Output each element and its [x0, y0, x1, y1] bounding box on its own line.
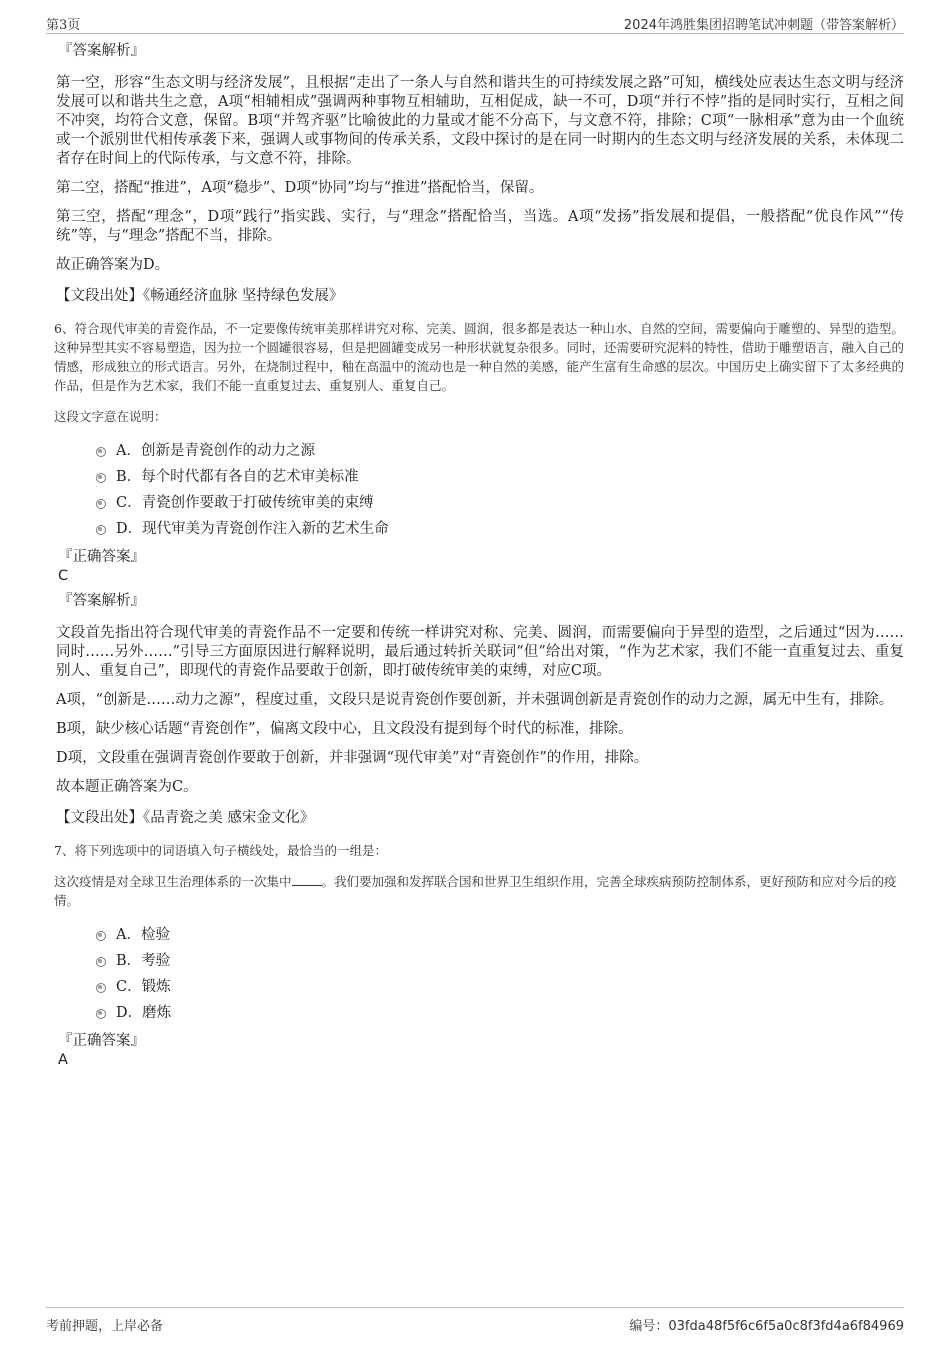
q7-sentence-before: 这次疫情是对全球卫生治理体系的一次集中 — [54, 874, 292, 889]
option-label: B．每个时代都有各自的艺术审美标准 — [116, 469, 359, 485]
q7-option-b[interactable] — [96, 948, 904, 974]
option-label: A．检验 — [116, 927, 170, 943]
q5-analysis-label: 『答案解析』 — [58, 43, 145, 59]
q7-option-d[interactable] — [96, 1000, 904, 1026]
q6-analysis-paragraph: 文段首先指出符合现代审美的青瓷作品不一定要和传统一样讲究对称、完美、圆润，而需要偏向于异型的造型，之后通过“因为……同时……另外……”引导三方面原因进行解释说明，最后通过转折关联词“但”给出对策，“作为艺术家，我们不能一直重复过去、重复别人、重复自己”，即现代的青瓷作品要敢于创新，即打破传统审美的束缚，对应C项。 — [56, 625, 904, 679]
option-label: C．锻炼 — [116, 979, 171, 995]
q7-sentence — [54, 872, 904, 910]
q7-sentence-after: 。我们要加强和发挥联合国和世界卫生组织作用，完善全球疾病预防控制体系，更好预防和应对今后的疫情。 — [54, 874, 897, 908]
q7-correct-label: 『正确答案』 — [58, 1033, 145, 1049]
q6-analysis-paragraph: 故本题正确答案为C。 — [56, 779, 198, 795]
fill-blank — [292, 874, 322, 886]
q7-option-c[interactable] — [96, 974, 904, 1000]
radio-icon[interactable] — [96, 499, 106, 509]
radio-icon[interactable] — [96, 1009, 106, 1019]
q5-analysis-paragraph: 第二空，搭配“推进”，A项“稳步”、D项“协同”均与“推进”搭配恰当，保留。 — [56, 180, 544, 196]
q5-analysis-paragraph: 第一空，形容“生态文明与经济发展”，且根据“走出了一条人与自然和谐共生的可持续发展之路”可知，横线处应表达生态文明与经济发展可以和谐共生之意，A项“相辅相成”强调两种事物互相辅助，互相促成，缺一不可，D项“并行不悖”指的是同时实行，互相之间不冲突，均符合文意，保留。B项“并驾齐驱”比喻彼此的力量或才能不分高下，与文意不符，排除；C项“一脉相承”意为由一个血统或一个派别世代相传承袭下来，强调人或事物间的传承关系，文段中探讨的是在同一时期内的生态文明与经济发展的关系，未体现二者存在时间上的代际传承，与文意不符，排除。 — [56, 75, 904, 167]
option-label: B．考验 — [116, 953, 171, 969]
option-label: D．现代审美为青瓷创作注入新的艺术生命 — [116, 521, 389, 537]
q6-prompt: 这段文字意在说明： — [54, 409, 167, 424]
page-footer — [46, 1307, 904, 1333]
q7-correct-answer: A — [58, 1052, 68, 1068]
radio-icon[interactable] — [96, 931, 106, 941]
footer-slogan: 考前押题，上岸必备 — [46, 1319, 164, 1334]
q6-option-d[interactable] — [96, 516, 904, 542]
q7-option-a[interactable] — [96, 922, 904, 948]
q6-option-b[interactable] — [96, 464, 904, 490]
q6-correct-label: 『正确答案』 — [58, 549, 145, 565]
radio-icon[interactable] — [96, 473, 106, 483]
q6-analysis-paragraph: B项，缺少核心话题“青瓷创作”，偏离文段中心，且文段没有提到每个时代的标准，排除。 — [56, 721, 633, 737]
q5-source: 【文段出处】《畅通经济血脉 坚持绿色发展》 — [56, 288, 344, 304]
q6-options — [96, 438, 904, 542]
page-content — [56, 40, 904, 1070]
q6-source: 【文段出处】《品青瓷之美 感宋金文化》 — [56, 810, 315, 826]
q6-analysis-paragraph: D项，文段重在强调青瓷创作要敢于创新，并非强调“现代审美”对“青瓷创作”的作用，排除。 — [56, 750, 649, 766]
q7-options — [96, 922, 904, 1026]
q5-analysis-paragraph: 故正确答案为D。 — [56, 257, 170, 273]
q5-analysis-paragraph: 第三空，搭配“理念”，D项“践行”指实践、实行，与“理念”搭配恰当，当选。A项“发扬”指发展和提倡，一般搭配“优良作风”“传统”等，与“理念”搭配不当，排除。 — [56, 209, 904, 244]
page-number: 第3页 — [46, 18, 81, 33]
q6-stem: 6、符合现代审美的青瓷作品，不一定要像传统审美那样讲究对称、完美、圆润，很多都是表达一种山水、自然的空间，需要偏向于雕塑的、异型的造型。这种异型其实不容易塑造，因为拉一个圆罐很容易，但是把圆罐变成另一种形状就复杂很多。同时，还需要研究泥料的特性，借助于雕塑语言，融入自己的情感，形成独立的形式语言。另外，在烧制过程中，釉在高温中的流动也是一种自然的美感，能产生富有生命感的层次。中国历史上确实留下了太多经典的作品，但是作为艺术家，我们不能一直重复过去、重复别人、重复自己。 — [54, 321, 905, 393]
q6-option-c[interactable] — [96, 490, 904, 516]
page-header — [46, 12, 904, 34]
option-label: D．磨炼 — [116, 1005, 172, 1021]
q6-correct-answer: C — [58, 568, 69, 584]
q7-stem: 7、将下列选项中的词语填入句子横线处，最恰当的一组是： — [54, 843, 387, 858]
radio-icon[interactable] — [96, 983, 106, 993]
option-label: A．创新是青瓷创作的动力之源 — [116, 443, 315, 459]
option-label: C．青瓷创作要敢于打破传统审美的束缚 — [116, 495, 374, 511]
radio-icon[interactable] — [96, 447, 106, 457]
radio-icon[interactable] — [96, 525, 106, 535]
q6-analysis-paragraph: A项，“创新是……动力之源”，程度过重，文段只是说青瓷创作要创新，并未强调创新是青瓷创作的动力之源，属无中生有，排除。 — [56, 692, 894, 708]
q6-analysis-label: 『答案解析』 — [58, 593, 145, 609]
q6-option-a[interactable] — [96, 438, 904, 464]
radio-icon[interactable] — [96, 957, 106, 967]
document-title: 2024年鸿胜集团招聘笔试冲刺题（带答案解析） — [623, 18, 904, 33]
document-serial: 编号：03fda48f5f6c6f5a0c8f3fd4a6f84969 — [629, 1319, 904, 1334]
